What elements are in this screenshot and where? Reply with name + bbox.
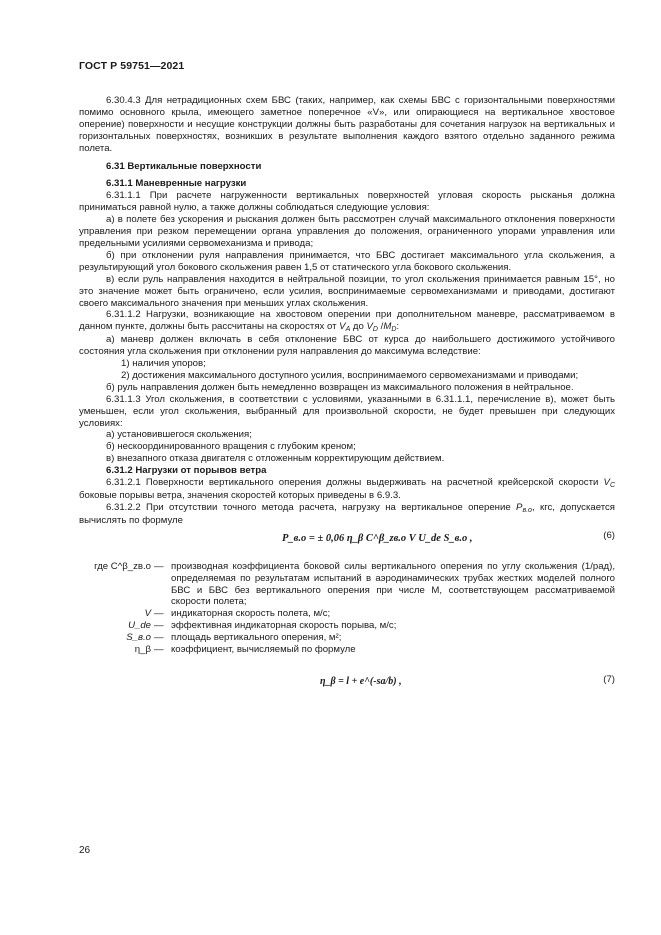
paragraph-6-31-1-1: 6.31.1.1 При расчете нагруженности вертикальных поверхностей угловая скорость рысканья должна приниматься равной нулю, а также должны соблюдаться следующие условия: <box>79 190 615 214</box>
paragraph-6-31-1-2: 6.31.1.2 Нагрузки, возникающие на хвостовом оперении при дополнительном маневре, рассматриваемом в данном пункте, должны быть рассчитаны на скоростях от $V_A$ до $V_D$ $/M_D$: <box>79 309 615 334</box>
definition-symbol: где C^β_zв.о <box>94 560 151 572</box>
list-item-b-2: б) руль направления должен быть немедленно возвращен из максимального положения в нейтральное. <box>106 381 574 393</box>
definition-text: эффективная индикаторная скорость порыва, м/с; <box>171 620 397 632</box>
formula-6 <box>79 527 615 561</box>
heading-6-31: 6.31 Вертикальные поверхности <box>106 160 262 172</box>
sub-item-2: 2) достижения максимального доступного усилия, воспринимаемого сервомеханизмами и приводами; <box>121 369 579 381</box>
formula-6-number: (6) <box>603 529 615 541</box>
paragraph-6-30-4-3: 6.30.4.3 Для нетрадиционных схем БВС (таких, например, как схемы БВС с горизонтальными поверхностями помимо основного крыла, имеющего заметное поперечное «V», или опирающиеся на вертикальное хвостовое оперение) поверхности и несущие конструкции должны быть разработаны для сочетания нагрузок на вертикальных и горизонтальных поверхностях, возникших в результате выполнения каждого взятого отдельно заданного режима полета. <box>79 95 615 154</box>
definition-v: V — индикаторная скорость полета, м/с; <box>79 608 615 620</box>
paragraph-6-31-2-2: 6.31.2.2 При отсутствии точного метода расчета, нагрузку на вертикальное оперение $P_{в.о}$, кгс, допускается вычислять по формуле <box>79 501 615 526</box>
definition-symbol: η_β <box>134 644 151 656</box>
list-item-b: б) при отклонении руля направления принимается, что БВС достигает максимального угла скольжения, а результирующий угол бокового скольжения равен 1,5 от статического угла бокового скольжения. <box>79 249 615 273</box>
formula-7-expression: η_β = l + e^(-sa/b) , <box>320 675 402 687</box>
sub-item-1: 1) наличия упоров; <box>121 358 206 370</box>
definition-s-vo: S_в.о — площадь вертикального оперения, м²; <box>79 632 615 644</box>
list-item-b-3: б) нескоординированного вращения с глубоким креном; <box>106 441 356 453</box>
paragraph-6-31-2-1: 6.31.2.1 Поверхности вертикального оперения должны выдерживать на расчетной крейсерской скорости $V_C$ боковые порывы ветра, значения скоростей которых приведены в 6.9.3. <box>79 477 615 501</box>
heading-6-31-1: 6.31.1 Маневренные нагрузки <box>106 178 247 190</box>
list-item-v-3: в) внезапного отказа двигателя с отложенным корректирующим действием. <box>106 453 445 465</box>
document-body <box>79 95 615 704</box>
paragraph-6-31-1-3: 6.31.1.3 Угол скольжения, в соответствии с условиями, указанными в 6.31.1.1, перечисление в), может быть уменьшен, если угол скольжения, выбранный для произвольной скорости, не будет превышен при следующих условиях: <box>79 393 615 429</box>
definition-symbol: U_de <box>128 620 151 632</box>
definition-c-beta: где C^β_zв.о — производная коэффициента боковой силы вертикального оперения по углу скольжения (1/рад), определяемая по результатам испытаний в аэродинамических трубах жестких моделей полного БВС и БВС без вертикального оперения при числе M, соответствующем рассматриваемой скорости полета; <box>79 561 615 609</box>
definition-symbol: V <box>144 608 151 620</box>
definition-u-de: U_de — эффективная индикаторная скорость порыва, м/с; <box>79 620 615 632</box>
definition-symbol: S_в.о <box>126 632 151 644</box>
formula-7-number: (7) <box>603 673 615 685</box>
list-item-a-3: а) установившегося скольжения; <box>106 429 252 441</box>
definition-text: индикаторная скорость полета, м/с; <box>171 608 331 620</box>
formula-7 <box>79 656 615 704</box>
heading-6-31-2: 6.31.2 Нагрузки от порывов ветра <box>106 465 267 477</box>
list-item-v: в) если руль направления находится в нейтральной позиции, то угол скольжения принимается равным 15°, но это значение может быть ограничено, если усилия, воспринимаемые сервомеханизмами и приводами, достигают своего максимального значения при меньших углах скольжения. <box>79 273 615 309</box>
list-item-a-2: а) маневр должен включать в себя отклонение БВС от курса до наибольшего достижимого устойчивого состояния угла скольжения при отклонении руля направления до максимума вследствие: <box>79 334 615 358</box>
list-item-a: а) в полете без ускорения и рыскания должен быть рассмотрен случай максимального отклонения поверхности управления при резком перемещении органа управления до положения, ограниченного упорами управления или предельными усилиями сервомеханизма и привода; <box>79 214 615 249</box>
definition-text: производная коэффициента боковой силы вертикального оперения по углу скольжения (1/рад), определяемая по результатам испытаний в аэродинамических трубах жестких моделей полного БВС и БВС без вертикального оперения при числе M, соответствующем рассматриваемой скорости полета; <box>171 560 615 608</box>
standard-header: ГОСТ Р 59751—2021 <box>79 60 185 72</box>
page-number: 26 <box>79 845 91 856</box>
definition-eta-beta: η_β — коэффициент, вычисляемый по формуле <box>79 644 615 656</box>
formula-6-expression: P_в.о = ± 0,06 η_β C^β_zв.о V U_de S_в.о , <box>282 532 473 544</box>
symbol-definitions <box>79 561 615 656</box>
definition-text: коэффициент, вычисляемый по формуле <box>171 644 356 656</box>
definition-text: площадь вертикального оперения, м²; <box>171 632 342 644</box>
